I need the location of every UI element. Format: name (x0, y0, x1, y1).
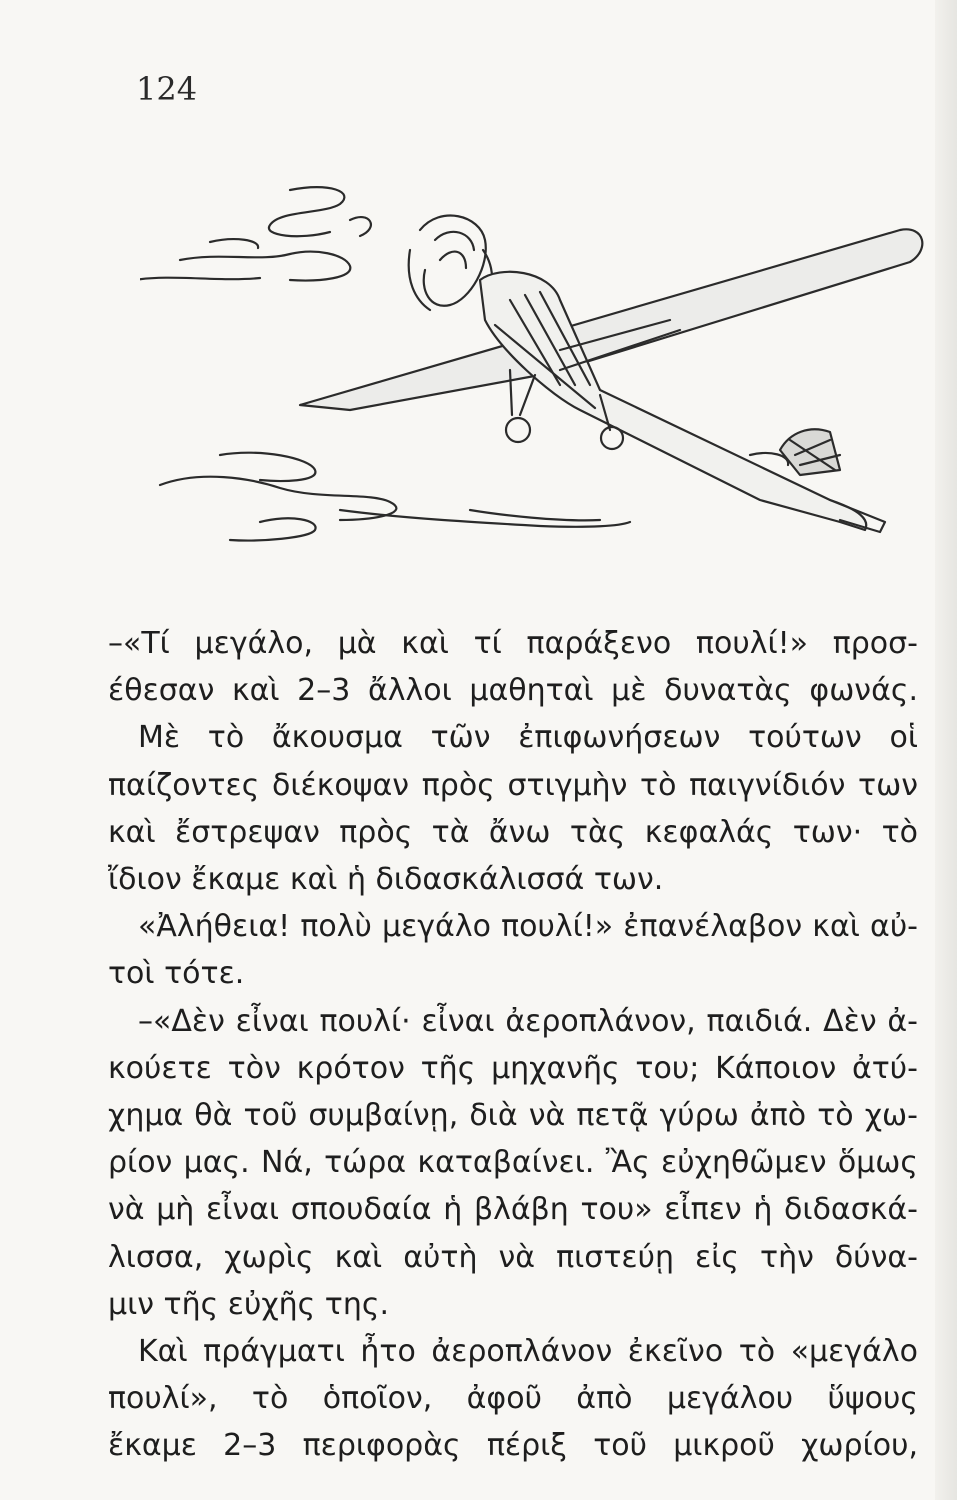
body-text (108, 620, 918, 1470)
airplane-illustration (140, 170, 930, 570)
page-number: 124 (136, 70, 198, 108)
text-line: μιν τῆς εὐχῆς της. (108, 1286, 390, 1322)
propeller-icon (409, 216, 492, 310)
text-line: Μὲ τὸ ἄκουσμα τῶν ἐπιφωνήσεων τούτων οἱ (138, 720, 918, 756)
airplane-wing (300, 229, 922, 410)
page-edge-shadow (935, 0, 957, 1500)
text-line: ἴδιον ἔκαμε καὶ ἡ διδασκάλισσά των. (108, 862, 664, 898)
text-line: χημα θὰ τοῦ συμβαίνῃ, διὰ νὰ πετᾷ γύρω ἀπὸ τὸ χω- (108, 1098, 918, 1134)
text-line: λισσα, χωρὶς καὶ αὐτὴ νὰ πιστεύῃ εἰς τὴν δύνα- (108, 1239, 918, 1275)
cloud-upper-icon (140, 187, 371, 280)
text-line: παίζοντες διέκοψαν πρὸς στιγμὴν τὸ παιγνίδιόν των (108, 767, 918, 803)
text-line: –«Δὲν εἶναι πουλί· εἶναι ἀεροπλάνον, παιδιά. Δὲν ἀ- (138, 1003, 918, 1039)
text-line: έθεσαν καὶ 2–3 ἄλλοι μαθηταὶ μὲ δυνατὰς φωνάς. (108, 673, 918, 709)
text-line: πουλί», τὸ ὁποῖον, ἀφοῦ ἀπὸ μεγάλου ὕψους (108, 1381, 918, 1417)
text-line: –«Τί μεγάλο, μὰ καὶ τί παράξενο πουλί!» προσ- (108, 626, 918, 661)
text-line: νὰ μὴ εἶναι σπουδαία ἡ βλάβη του» εἶπεν ἡ διδασκά- (108, 1192, 918, 1228)
text-line: τοὶ τότε. (108, 956, 245, 992)
text-line: Καὶ πράγματι ἦτο ἀεροπλάνον ἐκεῖνο τὸ «μεγάλο (138, 1334, 918, 1370)
text-line: κούετε τὸν κρότον τῆς μηχανῆς του; Κάποιον ἀτύ- (108, 1050, 918, 1086)
cloud-lower-icon (160, 453, 630, 541)
text-line: «Ἀλήθεια! πολὺ μεγάλο πουλί!» ἐπανέλαβον καὶ αὐ- (138, 909, 918, 945)
text-line: ρίον μας. Νά, τώρα καταβαίνει. Ἂς εὐχηθῶμεν ὅμως (108, 1145, 918, 1181)
text-line: καὶ ἔστρεψαν πρὸς τὰ ἄνω τὰς κεφαλάς των· τὸ (108, 814, 918, 850)
text-line: ἔκαμε 2–3 περιφορὰς πέριξ τοῦ μικροῦ χωρίου, (108, 1428, 918, 1464)
